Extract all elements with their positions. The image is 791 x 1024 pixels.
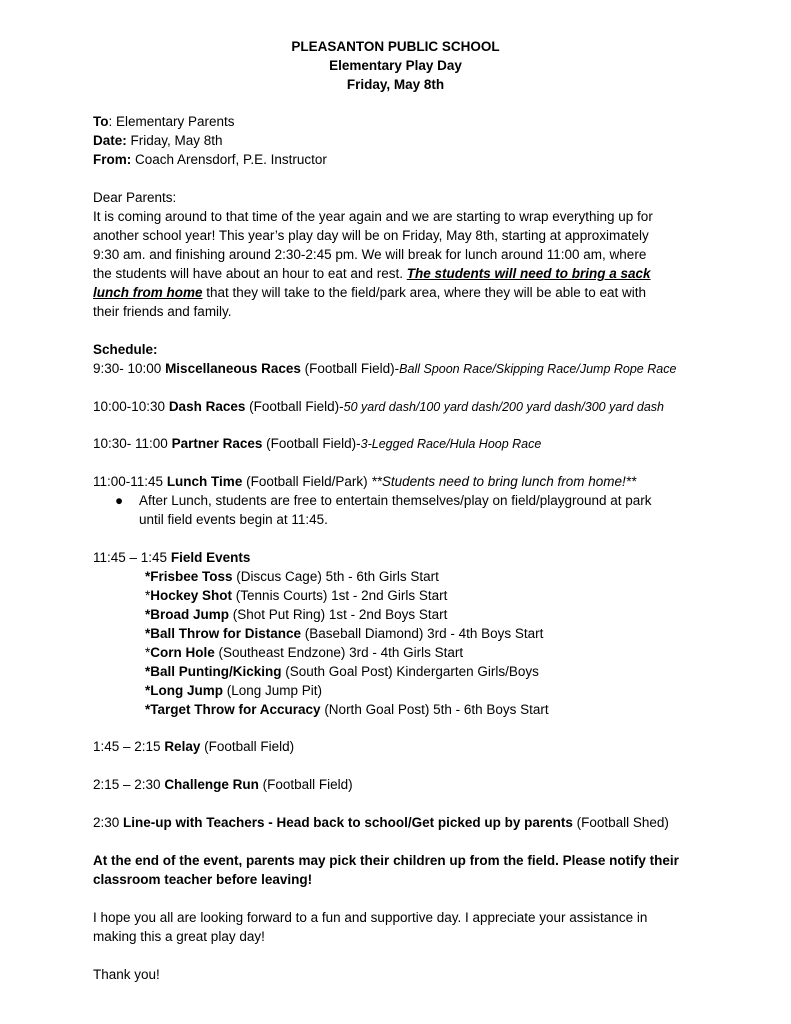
- bullet-dot-icon: ●: [115, 493, 124, 508]
- schedule-item: 11:00-11:45 Lunch Time (Football Field/Park) **Students need to bring lunch from home!**: [93, 474, 637, 489]
- body-line: another school year! This year’s play day will be on Friday, May 8th, starting at approximately: [93, 228, 649, 243]
- pickup-notice: At the end of the event, parents may pick their children up from the field. Please notify their classroom teacher before leaving!: [93, 853, 679, 887]
- body-line: the students will have about an hour to eat and rest. The students will need to bring a sack: [93, 266, 651, 281]
- schedule-item: 10:00-10:30 Dash Races (Football Field)-50 yard dash/100 yard dash/200 yard dash/300 yard dash: [93, 399, 665, 414]
- field-event: *Corn Hole (Southeast Endzone) 3rd - 4th Girls Start: [145, 645, 464, 660]
- challenge-item: 2:15 – 2:30 Challenge Run (Football Field): [93, 777, 353, 792]
- memo-to: To: Elementary Parents: [93, 114, 235, 129]
- bullet-item: ● After Lunch, students are free to entertain themselves/play on field/playground at park until field events begin at 11:45.: [93, 491, 703, 529]
- field-event: *Target Throw for Accuracy (North Goal Post) 5th - 6th Boys Start: [145, 702, 549, 717]
- event-title: Elementary Play Day: [329, 58, 462, 73]
- field-event: *Broad Jump (Shot Put Ring) 1st - 2nd Boys Start: [145, 607, 448, 622]
- field-event: *Long Jump (Long Jump Pit): [145, 683, 323, 698]
- memo-date: Date: Friday, May 8th: [93, 133, 223, 148]
- schedule-heading-block: [93, 340, 703, 379]
- field-events-block: [93, 548, 703, 719]
- field-event: *Ball Punting/Kicking (South Goal Post) Kindergarten Girls/Boys: [145, 664, 539, 679]
- schedule-item: 10:30- 11:00 Partner Races (Football Field)-3-Legged Race/Hula Hoop Race: [93, 436, 542, 451]
- school-name: PLEASANTON PUBLIC SCHOOL: [291, 39, 500, 54]
- relay-item: 1:45 – 2:15 Relay (Football Field): [93, 739, 295, 754]
- letter-body: [93, 188, 703, 321]
- memo-block: [93, 112, 703, 169]
- sack-lunch-emphasis: The students will need to bring a sack: [406, 266, 651, 281]
- sack-lunch-emphasis-cont: lunch from home: [93, 285, 203, 300]
- letter-header: [0, 37, 791, 94]
- body-line: 9:30 am. and finishing around 2:30-2:45 pm. We will break for lunch around 11:00 am, where: [93, 247, 647, 262]
- lineup-item: 2:30 Line-up with Teachers - Head back to school/Get picked up by parents (Football Shed): [93, 815, 669, 830]
- lunch-block: [93, 472, 703, 529]
- event-date: Friday, May 8th: [346, 77, 445, 92]
- body-line: their friends and family.: [93, 304, 232, 319]
- schedule-item: 9:30- 10:00 Miscellaneous Races (Football Field)-Ball Spoon Race/Skipping Race/Jump Rope Race: [93, 361, 677, 376]
- sign-off: Thank you!: [93, 967, 160, 982]
- field-event: *Hockey Shot (Tennis Courts) 1st - 2nd Girls Start: [145, 588, 448, 603]
- field-event: *Ball Throw for Distance (Baseball Diamond) 3rd - 4th Boys Start: [145, 626, 544, 641]
- field-event: *Frisbee Toss (Discus Cage) 5th - 6th Girls Start: [145, 569, 439, 584]
- memo-from: From: Coach Arensdorf, P.E. Instructor: [93, 152, 327, 167]
- greeting: Dear Parents:: [93, 190, 177, 205]
- schedule-heading: Schedule:: [93, 342, 158, 357]
- body-line: lunch from home that they will take to the field/park area, where they will be able to eat with: [93, 285, 647, 300]
- body-line: It is coming around to that time of the year again and we are starting to wrap everything up for: [93, 209, 653, 224]
- closing-paragraph: I hope you all are looking forward to a fun and supportive day. I appreciate your assistance in making this a great play day!: [93, 910, 648, 944]
- field-events-heading: 11:45 – 1:45 Field Events: [93, 550, 251, 565]
